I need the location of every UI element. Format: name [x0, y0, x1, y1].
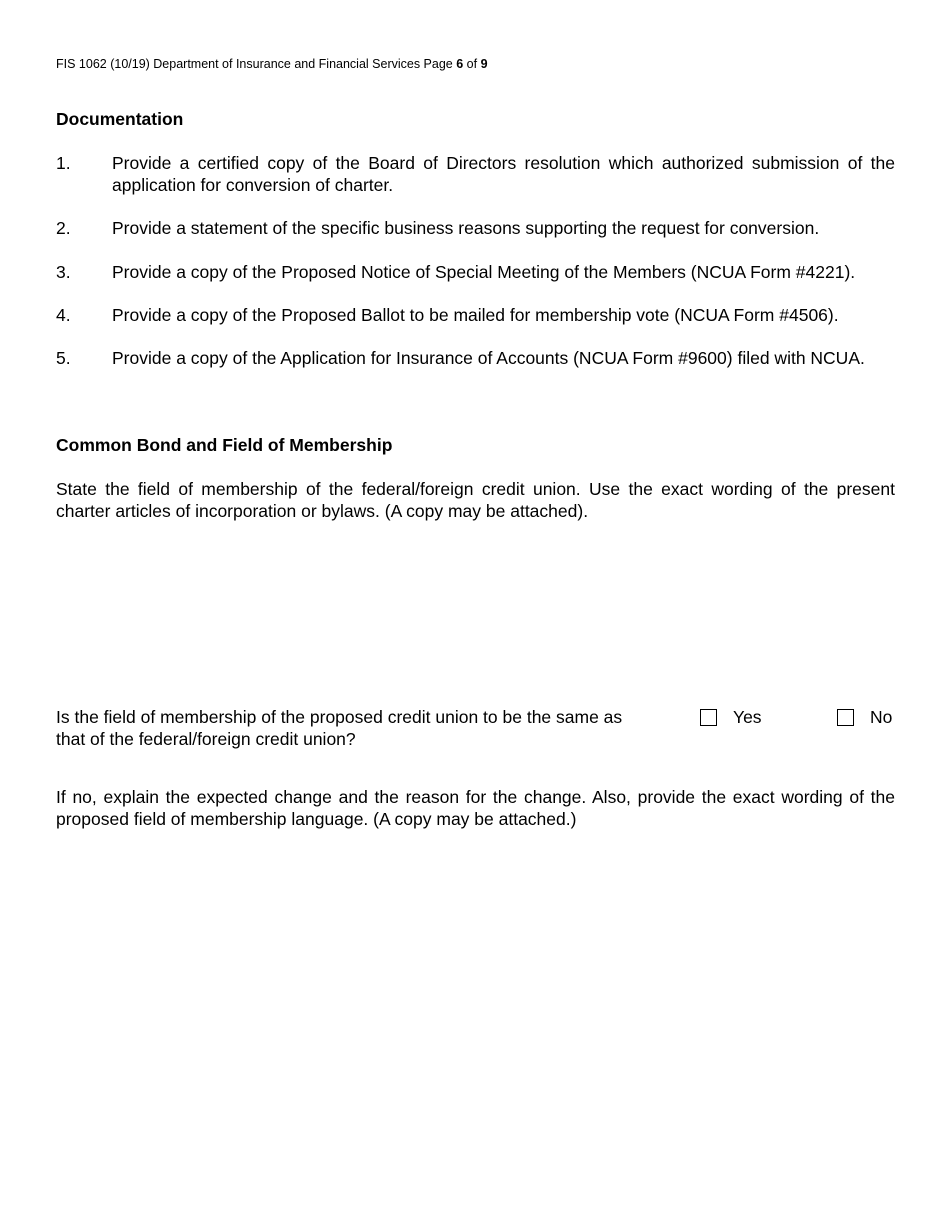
documentation-heading: Documentation: [56, 109, 184, 129]
item-text: Provide a copy of the Proposed Notice of Special Meeting of the Members (NCUA Form #4221).: [112, 262, 856, 282]
item-text: Provide a copy of the Application for Insurance of Accounts (NCUA Form #9600) filed with NCUA.: [112, 348, 865, 368]
yes-label: Yes: [733, 707, 762, 727]
no-label: No: [870, 707, 893, 727]
same-field-of-membership-question: Is the field of membership of the proposed credit union to be the same as that of the federal/foreign credit union?: [56, 707, 623, 749]
yes-checkbox[interactable]: [700, 709, 717, 726]
page-current: 6: [456, 57, 464, 71]
change-explanation-instructions: If no, explain the expected change and the reason for the change. Also, provide the exact wording of the proposed field of membership language. (A copy may be attached.): [56, 787, 895, 829]
documentation-item-5: [56, 347, 895, 369]
documentation-item-1: [56, 152, 895, 196]
item-text: Provide a copy of the Proposed Ballot to be mailed for membership vote (NCUA Form #4506).: [112, 305, 839, 325]
item-number: 5.: [56, 348, 71, 368]
no-checkbox[interactable]: [837, 709, 854, 726]
page-header: [56, 57, 488, 72]
item-number: 2.: [56, 218, 71, 238]
item-number: 3.: [56, 262, 71, 282]
item-number: 1.: [56, 153, 71, 173]
item-text: Provide a statement of the specific business reasons supporting the request for conversion.: [112, 218, 820, 238]
common-bond-heading: Common Bond and Field of Membership: [56, 435, 393, 455]
item-number: 4.: [56, 305, 71, 325]
documentation-item-3: [56, 261, 895, 283]
header-of: of: [463, 57, 481, 71]
field-of-membership-instructions: State the field of membership of the federal/foreign credit union. Use the exact wording of the present charter articles of incorporation or bylaws. (A copy may be attached).: [56, 479, 895, 521]
header-text: FIS 1062 (10/19) Department of Insurance and Financial Services Page: [56, 57, 457, 71]
item-text: Provide a certified copy of the Board of Directors resolution which authorized submission of the application for conversion of charter.: [112, 153, 895, 195]
page-total: 9: [480, 57, 488, 71]
no-option[interactable]: [837, 706, 892, 728]
yes-option[interactable]: [700, 706, 762, 728]
documentation-item-2: [56, 217, 895, 239]
documentation-item-4: [56, 304, 895, 326]
